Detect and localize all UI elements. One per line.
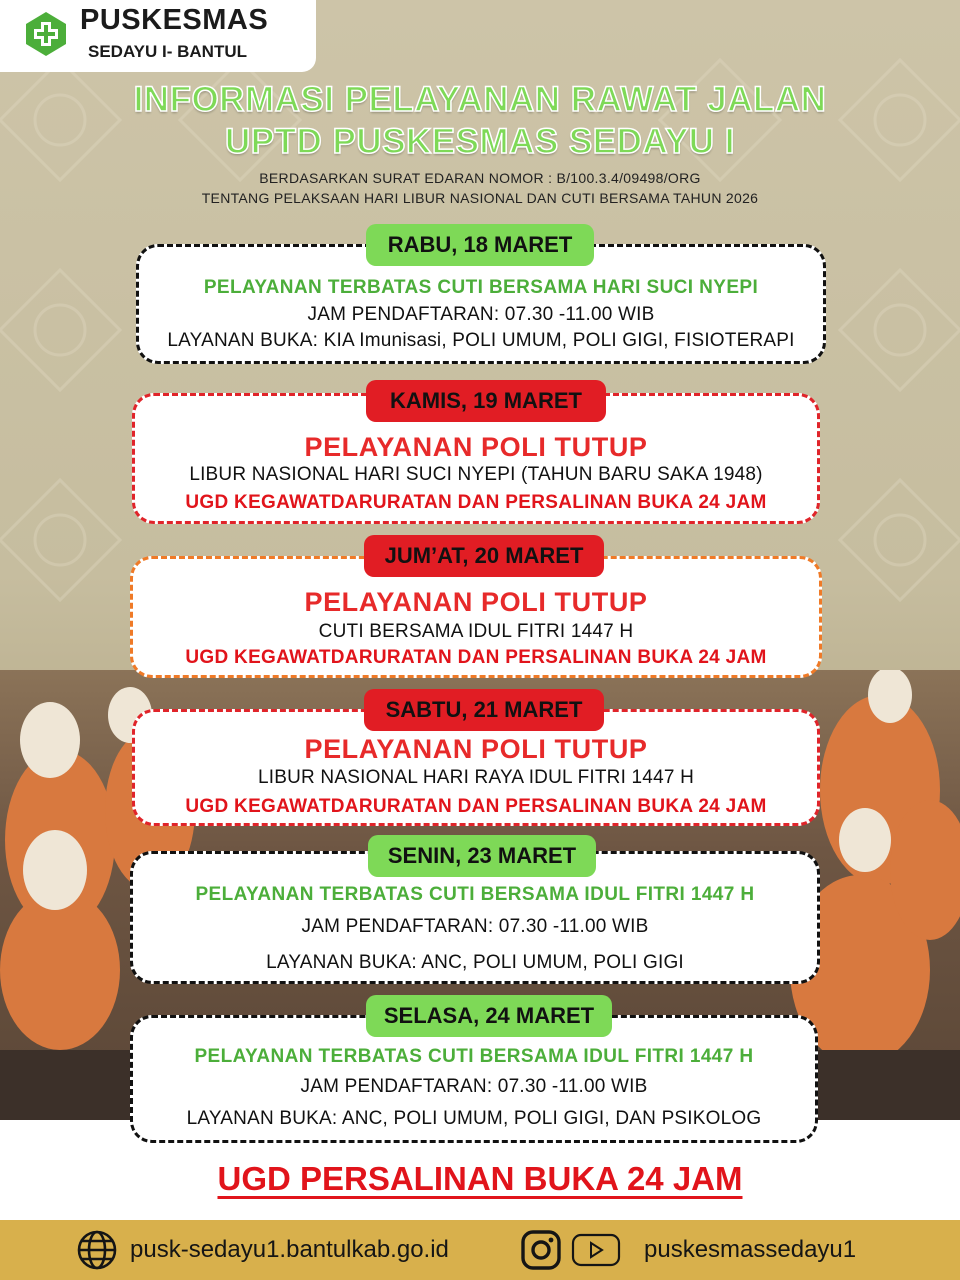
health-cross-logo-icon bbox=[22, 10, 70, 58]
emergency-notice bbox=[0, 1160, 960, 1198]
youtube-icon[interactable] bbox=[570, 1229, 622, 1271]
card-reason: LIBUR NASIONAL HARI RAYA IDUL FITRI 1447 H bbox=[257, 767, 695, 788]
basis-line1: BERDASARKAN SURAT EDARAN NOMOR : B/100.3.4/09498/ORG bbox=[259, 170, 701, 186]
date-pill-kamis: KAMIS, 19 MARET bbox=[366, 380, 606, 422]
card-status: PELAYANAN POLI TUTUP bbox=[304, 587, 648, 617]
emergency-notice-text: UGD PERSALINAN BUKA 24 JAM bbox=[217, 1160, 743, 1197]
card-status: PELAYANAN POLI TUTUP bbox=[304, 734, 648, 764]
date-pill-sabtu: SABTU, 21 MARET bbox=[364, 689, 604, 731]
logo-title: PUSKESMAS bbox=[80, 4, 269, 36]
card-services: LAYANAN BUKA: ANC, POLI UMUM, POLI GIGI bbox=[266, 952, 684, 973]
instagram-icon[interactable] bbox=[520, 1229, 562, 1271]
card-registration: JAM PENDAFTARAN: 07.30 -11.00 WIB bbox=[307, 304, 655, 325]
page-title-line2: UPTD PUSKESMAS SEDAYU I bbox=[224, 122, 736, 161]
date-pill-rabu: RABU, 18 MARET bbox=[366, 224, 594, 266]
card-registration: JAM PENDAFTARAN: 07.30 -11.00 WIB bbox=[301, 916, 649, 937]
card-reason: CUTI BERSAMA IDUL FITRI 1447 H bbox=[318, 621, 634, 642]
social-handle: puskesmassedayu1 bbox=[644, 1236, 857, 1263]
logo-badge bbox=[0, 0, 316, 72]
website-text: pusk-sedayu1.bantulkab.go.id bbox=[130, 1236, 449, 1263]
card-status: PELAYANAN TERBATAS CUTI BERSAMA HARI SUCI NYEPI bbox=[203, 277, 759, 298]
card-services: LAYANAN BUKA: KIA Imunisasi, POLI UMUM, POLI GIGI, FISIOTERAPI bbox=[167, 330, 795, 351]
card-emergency: UGD KEGAWATDARURATAN DAN PERSALINAN BUKA 24 JAM bbox=[185, 796, 767, 817]
footer-bar bbox=[0, 1220, 960, 1280]
date-pill-selasa: SELASA, 24 MARET bbox=[366, 995, 612, 1037]
card-reason: LIBUR NASIONAL HARI SUCI NYEPI (TAHUN BARU SAKA 1948) bbox=[189, 464, 763, 485]
card-emergency: UGD KEGAWATDARURATAN DAN PERSALINAN BUKA 24 JAM bbox=[185, 492, 767, 513]
card-status: PELAYANAN TERBATAS CUTI BERSAMA IDUL FITRI 1447 H bbox=[195, 884, 755, 905]
date-pill-senin: SENIN, 23 MARET bbox=[368, 835, 596, 877]
page-title-line1: INFORMASI PELAYANAN RAWAT JALAN bbox=[133, 80, 827, 119]
card-status: PELAYANAN TERBATAS CUTI BERSAMA IDUL FITRI 1447 H bbox=[194, 1046, 754, 1067]
logo-subtitle: SEDAYU I- BANTUL bbox=[88, 42, 247, 61]
card-services: LAYANAN BUKA: ANC, POLI UMUM, POLI GIGI, DAN PSIKOLOG bbox=[186, 1108, 762, 1129]
basis-line2: TENTANG PELAKSAAN HARI LIBUR NASIONAL DAN CUTI BERSAMA TAHUN 2026 bbox=[201, 190, 759, 206]
date-pill-jumat: JUM’AT, 20 MARET bbox=[364, 535, 604, 577]
social-links[interactable] bbox=[520, 1220, 856, 1280]
globe-icon bbox=[76, 1229, 118, 1271]
card-registration: JAM PENDAFTARAN: 07.30 -11.00 WIB bbox=[300, 1076, 648, 1097]
card-emergency: UGD KEGAWATDARURATAN DAN PERSALINAN BUKA 24 JAM bbox=[185, 647, 767, 668]
card-status: PELAYANAN POLI TUTUP bbox=[304, 432, 648, 462]
website-link[interactable] bbox=[76, 1220, 449, 1280]
